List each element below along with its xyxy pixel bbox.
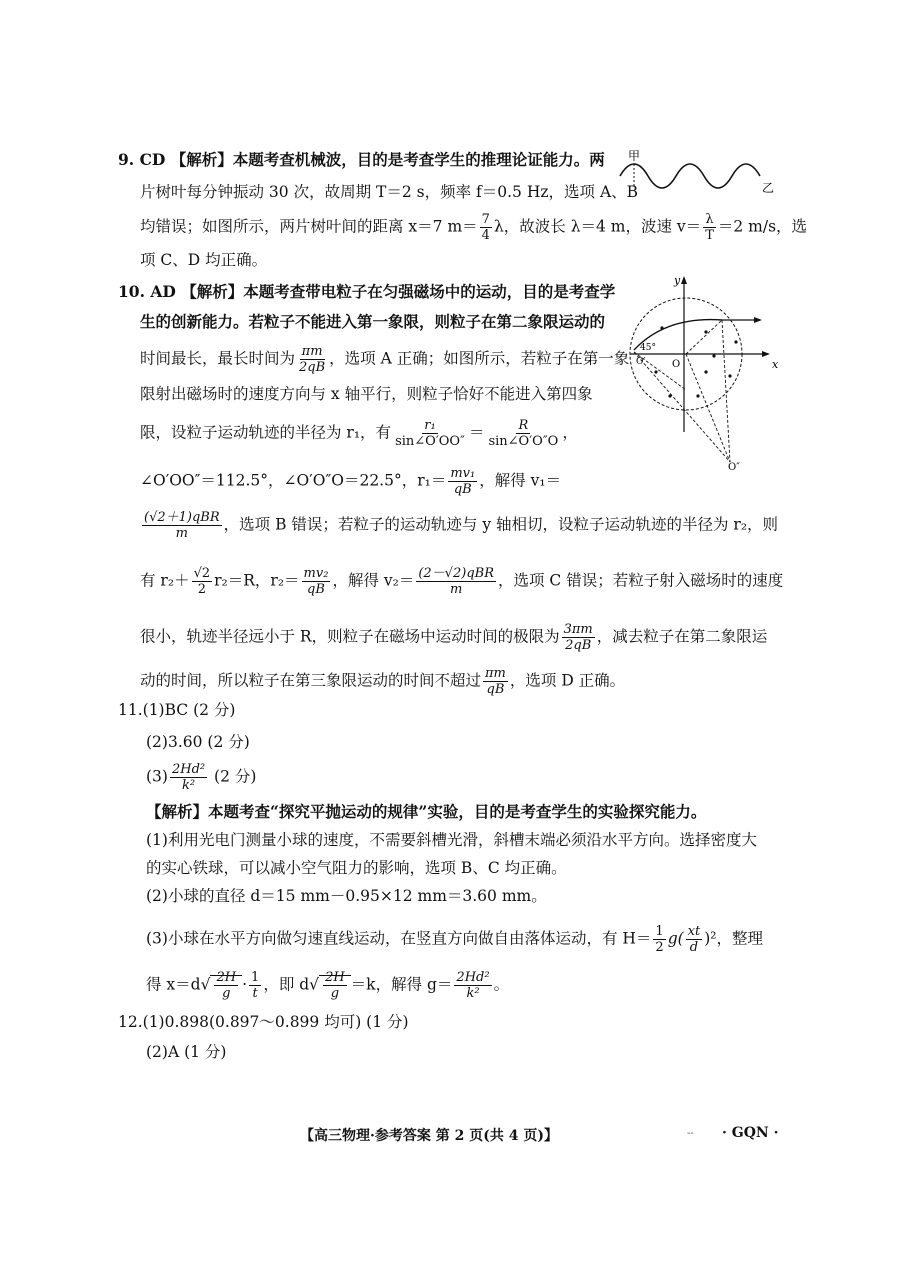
q11-frac-xt-d: $\frac{xt}{d}$ bbox=[687, 924, 701, 955]
q11-answer-3: (3) $\frac{\text{2Hd²}}{\text{k²}}$ (2 分) bbox=[146, 762, 257, 793]
q10-line-2: 生的创新能力。若粒子不能进入第一象限，则粒子在第二象限运动的 bbox=[140, 312, 606, 331]
q11-analysis-4: (3)小球在水平方向做匀速直线运动，在竖直方向做自由落体运动，有 H＝ $\frac{1}{2}$ g( $\frac{xt}{d}$ )²，整理 bbox=[146, 924, 763, 955]
q10-line-3: 时间最长，最长时间为 $\frac{\pi m}{2qB}$ ，选项 A 正确；如图所示，若粒子在第一象 bbox=[140, 344, 630, 375]
q9-line-1: 9. CD 【解析】本题考查机械波，目的是考查学生的推理论证能力。两 bbox=[118, 150, 605, 169]
q11-frac-g: $\frac{\text{2Hd²}}{\text{k²}}$ bbox=[456, 970, 490, 1001]
q9-frac-7-4: $\frac{7}{4}$ bbox=[481, 212, 490, 243]
q11-analysis-5: 得 x＝d√ $\frac{2H}{g}$ · $\frac{1}{t}$ ，即 d√ $\frac{2H}{g}$ ＝k，解得 g＝ $\frac{\text{2Hd²}}{\text{k²}}$ 。 bbox=[146, 970, 510, 1001]
wave-label-jia: 甲 bbox=[628, 149, 641, 163]
q11-analysis-title: 【解析】本题考查“探究平抛运动的规律”实验，目的是考查学生的实验探究能力。 bbox=[146, 802, 707, 821]
q10-frac-mv2: $\frac{\text{mv₂}}{qB}$ bbox=[303, 566, 329, 597]
q10-line-5: 限，设粒子运动轨迹的半径为 r₁，有 $\frac{\text{r₁}}{\sin\angle O'OO''}$ ＝ $\frac{R}{\sin\angle O'O''O}$ ， bbox=[140, 418, 578, 449]
q9-frac-lambda-t: $\frac{\lambda}{T}$ bbox=[705, 212, 714, 243]
q10-line-4: 限射出磁场时的速度方向与 x 轴平行，则粒子恰好不能进入第四象 bbox=[140, 385, 593, 403]
q10-frac-sqrt2-2: $\frac{√2}{2}$ bbox=[193, 566, 211, 597]
diag-label-45: 45° bbox=[640, 343, 656, 353]
q10-frac-3pim: $\frac{3\pi m}{2qB}$ bbox=[563, 622, 593, 653]
q9-wave-diagram bbox=[612, 148, 782, 204]
q10-magnetic-field-diagram bbox=[626, 272, 786, 472]
q10-frac-v2: $\frac{\text{(2－√2)qBR}}{m}$ bbox=[418, 566, 494, 597]
q12-answer-1: 12.(1)0.898(0.897～0.899 均可) (1 分) bbox=[118, 1013, 409, 1031]
q9-line-3a: 均错误；如图所示，两片树叶间的距离 x＝7 m＝ bbox=[140, 217, 478, 236]
q11-frac-2h-g: $\frac{2H}{g}$ bbox=[216, 970, 237, 1001]
q11-frac-2h-g-2: $\frac{2H}{g}$ bbox=[325, 970, 345, 1001]
wave-label-yi: 乙 bbox=[762, 181, 775, 195]
q10-line-8: 有 r₂＋ $\frac{√2}{2}$ r₂＝R，r₂＝ $\frac{\text{mv₂}}{qB}$ ，解得 v₂＝ $\frac{\text{(2－√2)qBR}}{m}$ ，选项 C 错误；若粒子射入磁场时的速度 bbox=[140, 566, 784, 597]
q11-frac-1-t: $\frac{1}{t}$ bbox=[251, 970, 260, 1001]
q9-line-3c: ＝2 m/s，选 bbox=[717, 217, 808, 236]
diag-label-y: y bbox=[674, 274, 681, 287]
q11-frac-half: $\frac{1}{2}$ bbox=[655, 924, 664, 955]
q10-frac-R: $\frac{R}{\sin\angle O'O''O}$ bbox=[488, 418, 559, 449]
q10-frac-pim-qb: $\frac{\pi m}{qB}$ bbox=[485, 666, 506, 697]
q9-line-4: 项 C、D 均正确。 bbox=[140, 251, 268, 269]
q12-answer-2: (2)A (1 分) bbox=[146, 1043, 227, 1061]
q9-line-3 bbox=[140, 212, 807, 243]
q10-line-7: $\frac{\text{(√2＋1)qBR}}{m}$ ，选项 B 错误；若粒子的运动轨迹与 y 轴相切，设粒子运动轨迹的半径为 r₂，则 bbox=[144, 510, 779, 541]
footer-dash: -- bbox=[687, 1128, 694, 1139]
q10-line-1: 10. AD 【解析】本题考查带电粒子在匀强磁场中的运动，目的是考查学 bbox=[118, 282, 616, 301]
q11-answer-2: (2)3.60 (2 分) bbox=[146, 733, 250, 751]
diag-label-o-prime: O′ bbox=[636, 357, 646, 367]
q11-analysis-2: 的实心铁球，可以减小空气阻力的影响，选项 B、C 均正确。 bbox=[146, 859, 567, 877]
q9-line-2: 片树叶每分钟振动 30 次，故周期 T＝2 s，频率 f＝0.5 Hz，选项 A、B bbox=[140, 183, 639, 201]
q10-frac-pim-2qb: $\frac{\pi m}{2qB}$ bbox=[299, 344, 326, 375]
footer-code: · GQN · bbox=[722, 1125, 779, 1141]
q11-frac-2hd2: $\frac{\text{2Hd²}}{\text{k²}}$ bbox=[171, 762, 206, 793]
diag-label-x: x bbox=[772, 358, 779, 371]
page-footer: 【高三物理·参考答案 第 2 页(共 4 页)】 bbox=[300, 1128, 558, 1144]
sqrt-sign: √ bbox=[309, 975, 320, 994]
diag-label-o-double-prime: O″ bbox=[728, 462, 740, 472]
q10-line-9: 很小，轨迹半径远小于 R，则粒子在磁场中运动时间的极限为 $\frac{3\pi m}{2qB}$ ，减去粒子在第二象限运 bbox=[140, 622, 768, 653]
q9-line-3b: λ，故波长 λ＝4 m，波速 v＝ bbox=[493, 217, 702, 236]
q10-frac-v1: $\frac{\text{(√2＋1)qBR}}{m}$ bbox=[144, 510, 220, 541]
q10-line-10: 动的时间，所以粒子在第三象限运动的时间不超过 $\frac{\pi m}{qB}$ ，选项 D 正确。 bbox=[140, 666, 626, 697]
q11-answer-1: 11.(1)BC (2 分) bbox=[118, 701, 236, 719]
q10-frac-mv1: $\frac{\text{mv₁}}{qB}$ bbox=[450, 466, 476, 497]
diag-label-o: O bbox=[672, 359, 681, 370]
q10-frac-r1: $\frac{\text{r₁}}{\sin\angle O'OO''}$ bbox=[395, 418, 465, 449]
sqrt-sign: √ bbox=[200, 975, 211, 994]
q11-analysis-1: (1)利用光电门测量小球的速度，不需要斜槽光滑，斜槽末端必须沿水平方向。选择密度大 bbox=[146, 831, 757, 849]
q10-line-6: ∠O′OO″＝112.5°，∠O′O″O＝22.5°，r₁＝ $\frac{\text{mv₁}}{qB}$ ，解得 v₁＝ bbox=[140, 466, 562, 497]
q11-analysis-3: (2)小球的直径 d＝15 mm－0.95×12 mm＝3.60 mm。 bbox=[146, 887, 547, 905]
